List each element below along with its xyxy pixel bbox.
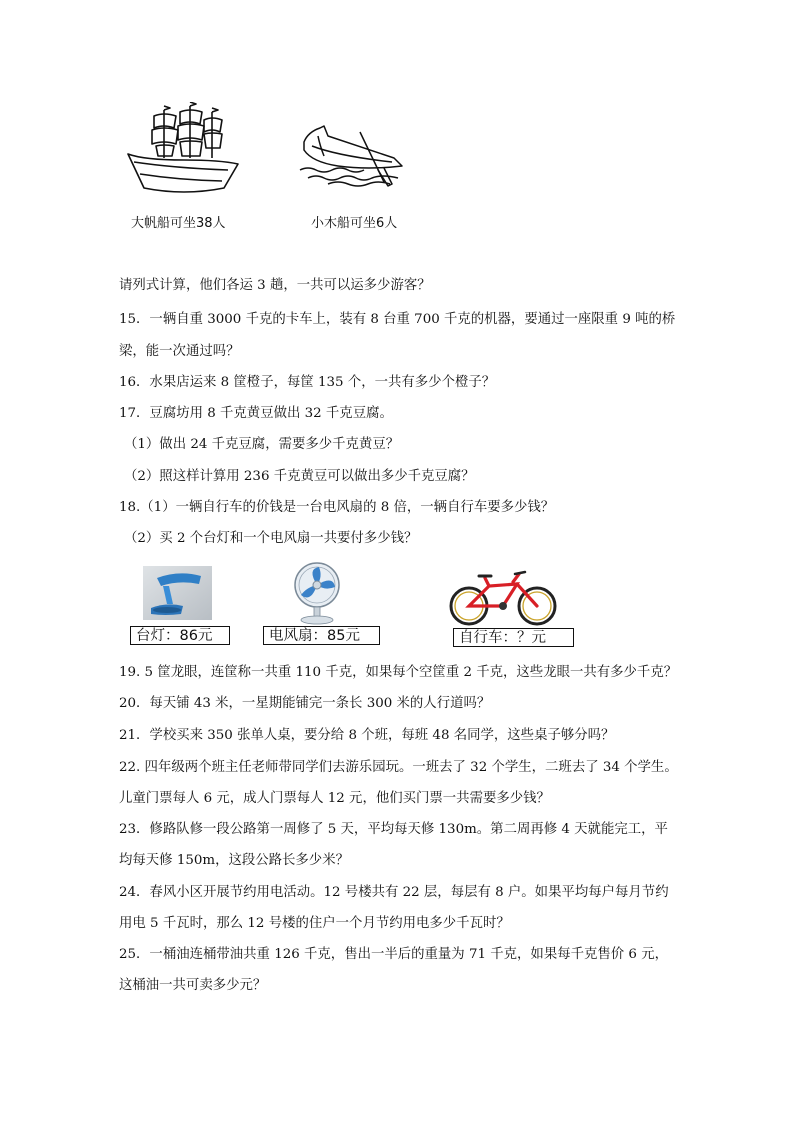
question-19: 19. 5 筐龙眼，连筐称一共重 110 千克，如果每个空筐重 2 千克，这些龙眼一共有多少千克？	[119, 665, 678, 680]
small-boat-caption: 小木船可坐6人	[311, 216, 398, 231]
question-22-line-2: 儿童门票每人 6 元，成人门票每人 12 元，他们买门票一共需要多少钱？	[119, 791, 550, 806]
question-17-part-1: （1）做出 24 千克豆腐，需要多少千克黄豆？	[124, 437, 400, 452]
question-15-line-1: 15．一辆自重 3000 千克的卡车上，装有 8 台重 700 千克的机器，要通过一座限重 9 吨的桥	[119, 312, 676, 327]
question-21: 21．学校买来 350 张单人桌，要分给 8 个班，每班 48 名同学，这些桌子够分吗？	[119, 728, 615, 743]
question-18-part-2: （2）买 2 个台灯和一个电风扇一共要付多少钱？	[124, 531, 418, 546]
question-24-line-1: 24．春风小区开展节约用电活动。12 号楼共有 22 层，每层有 8 户。如果平均每户每月节约	[119, 885, 669, 900]
fan-price-label: 电风扇：85元	[263, 626, 380, 645]
question-25-line-2: 这桶油一共可卖多少元？	[119, 978, 267, 993]
question-23-line-2: 均每天修 150m，这段公路长多少米？	[119, 853, 349, 868]
rowboat-icon	[298, 122, 410, 192]
question-22-line-1: 22. 四年级两个班主任老师带同学们去游乐园玩。一班去了 32 个学生，二班去了 34 个学生。	[119, 760, 678, 775]
question-25-line-1: 25．一桶油连桶带油共重 126 千克，售出一半后的重量为 71 千克，如果每千克售价 6 元，	[119, 947, 668, 962]
question-16: 16．水果店运来 8 筐橙子，每筐 135 个，一共有多少个橙子？	[119, 375, 496, 390]
question-23-line-1: 23．修路队修一段公路第一周修了 5 天，平均每天修 130m。第二周再修 4 天就能完工，平	[119, 822, 668, 837]
question-18-part-1: 18.（1）一辆自行车的价钱是一台电风扇的 8 倍，一辆自行车要多少钱？	[119, 500, 555, 515]
question-17: 17．豆腐坊用 8 千克黄豆做出 32 千克豆腐。	[119, 406, 393, 421]
question-20: 20．每天铺 43 米，一星期能铺完一条长 300 米的人行道吗？	[119, 696, 491, 711]
desk-lamp-icon	[143, 566, 212, 620]
lamp-price-label: 台灯：86元	[130, 626, 230, 645]
bicycle-icon	[447, 566, 559, 628]
question-17-part-2: （2）照这样计算用 236 千克黄豆可以做出多少千克豆腐？	[124, 469, 475, 484]
question-24-line-2: 用电 5 千瓦时，那么 12 号楼的住户一个月节约用电多少千瓦时？	[119, 916, 510, 931]
big-boat-caption: 大帆船可坐38人	[131, 216, 226, 231]
bike-price-label: 自行车：？元	[453, 628, 574, 647]
sailboat-icon	[124, 102, 242, 197]
question-15-line-2: 梁，能一次通过吗？	[119, 344, 240, 359]
electric-fan-icon	[285, 561, 349, 625]
question-14-prompt: 请列式计算，他们各运 3 趟，一共可以运多少游客？	[119, 278, 431, 293]
